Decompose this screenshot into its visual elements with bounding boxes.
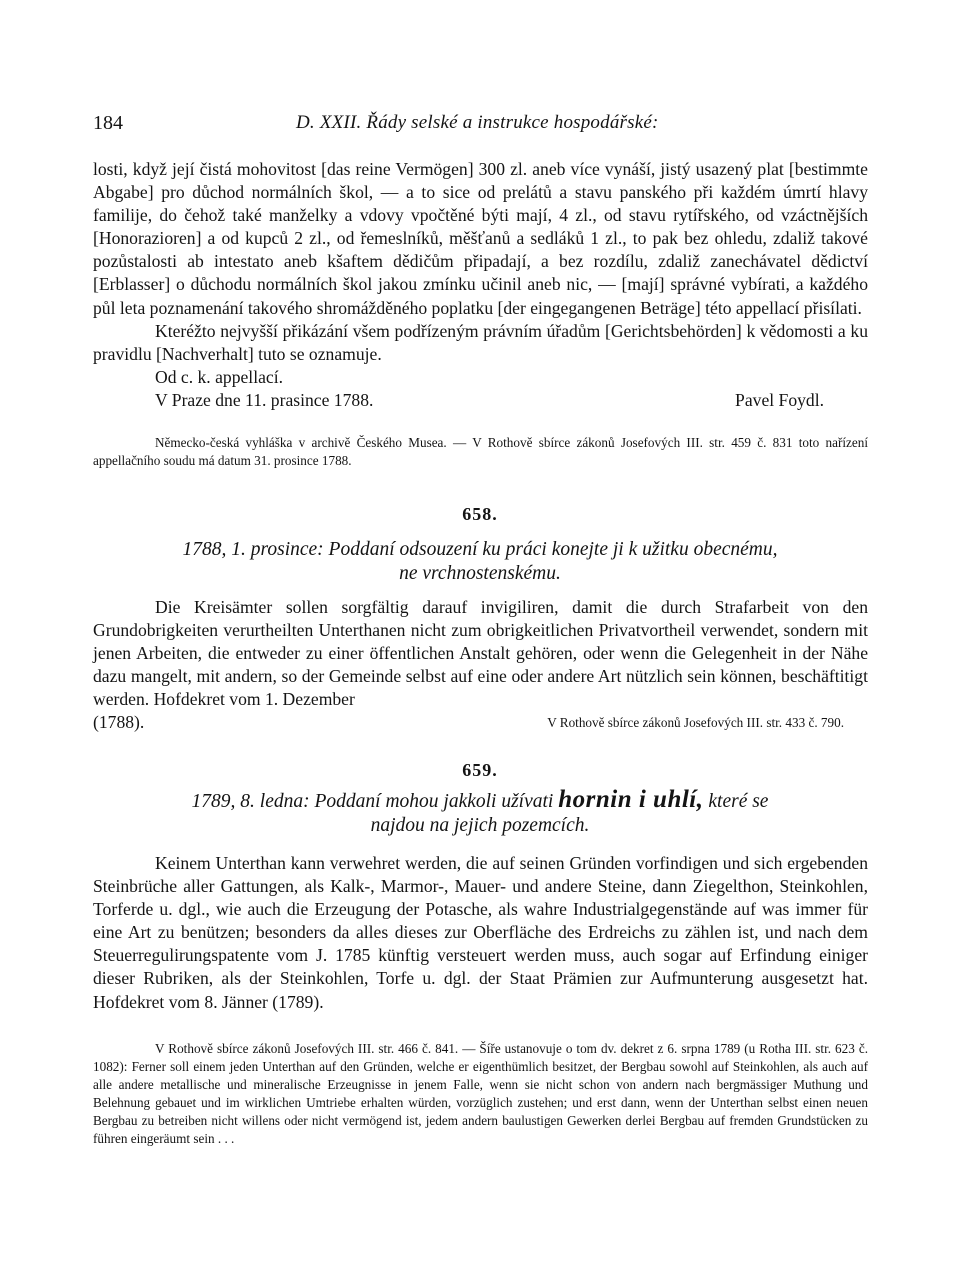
place-date-signature (93, 389, 868, 412)
section-657-tail (93, 158, 868, 412)
place-date: V Praze dne 11. prasince 1788. (155, 389, 374, 410)
footnote-659 (93, 1040, 868, 1148)
closing-line: Od c. k. appellací. (155, 366, 283, 387)
title-text: najdou na jejich pozemcích. (370, 815, 590, 836)
paragraph: Keinem Unterthan kann verwehret werden, die auf seinen Gründen vorfindigen und sich ergebenden Steinbrüche aller Gattungen, als Kalk-, Marmor-, Mauer- und andere Steine, dann Ziegelthon, Steinkohlen, Torferde u. dgl., wie auch die Erzeugung der Potasche, als wahre Industrialgegenstände auf was immer für eine Art zu benützen; besonders da alles dieses zur Oberfläche des Erdreichs zu zählen ist, und nach dem Steuerregulirungspatente vom J. 1785 künftig versteuert werden muss, auch sogar auf Erfindung einiger dieser Rubriken, als der Steinkohlen, Torfe u. dgl. der Staat Prämien zur Aufmunterung ausgesetzt hat. Hofdekret vom 8. Jänner (1789). (93, 853, 868, 1012)
paragraph-end: (1788). (93, 712, 145, 733)
paragraph: losti, když její čistá mohovitost [das reine Vermögen] 300 zl. aneb více vynáší, jistý usazený plat [bestimmte Abgabe] pro důchod normálních škol, — a to sice od prelátů a stavu panského při každém úmrtí hlavy familije, do čehož také manželky a vdovy vpočtěné býti mají, 4 zl., od stavu rytířského, od vzáctnějších [Honorazioren] a od kupců 2 zl., od řemeslníků, měšťanů a sedláků 1 zl., to pak bez ohledu, zdaliž takové pozůstalosti ab intestato aneb kšaftem dědičům připadají, a bez rozdílu, zdaliž zanechávatel dědictví [Erblasser] o důchodu normálních škol jakou zmínku učinil aneb nic, — [mají] správné vybírati, a každého půl leta poznamenání takového shromážděného poplatku [der eingegangenen Beträge] této appellací přisílati. (93, 159, 868, 318)
title-date: 1789, 8. ledna: (191, 791, 310, 812)
paragraph: Kteréžto nejvyšší přikázání všem podřízeným právním úřadům [Gerichtsbehörden] k vědomosti a ku pravidlu [Nachverhalt] tuto se oznamuje. (93, 320, 868, 364)
title-date: 1788, 1. prosince: (182, 539, 324, 560)
section-658-body (93, 596, 868, 735)
document-number: 659. (462, 760, 498, 780)
title-emphasis: hornin i uhlí, (558, 786, 704, 813)
footnote-657 (93, 434, 868, 470)
document-title (115, 538, 845, 586)
paragraph: Die Kreisämter sollen sorgfältig darauf invigiliren, damit die durch Strafarbeit von den Grundobrigkeiten verurtheilten Unterthanen nicht zum obrigkeitlichen Privatvortheil verwendet, sondern mit jenen Arbeiten, die entweder zu einer öffentlichen Anstalt gehören, oder wenn die Gelegenheit in der Nähe dazu mangelt, mit andern, so der Gemeinde selbst auf eine oder andere Art nützlich sein können, beschäftitigt werden. Hofdekret vom 1. Dezember (93, 597, 868, 710)
title-text: ne vrchnostenskému. (399, 563, 561, 584)
document-number: 658. (462, 504, 498, 524)
source-citation: V Rothově sbírce zákonů Josefových III. str. 433 č. 790. (547, 715, 844, 731)
signature: Pavel Foydl. (735, 389, 824, 410)
note-text: V Rothově sbírce zákonů Josefových III. str. 466 č. 841. — Šíře ustanovuje o tom dv. dekret z 6. srpna 1789 (u Rotha III. str. 623 č. 1082): Ferner soll einem jeden Unterthan auf den Gründen, welche er eigenthümlich besitzet, der Bergbau sowohl auf Steinkohlen, als auch auf alle andere metallische und mineralische Erzeugnisse in jenem Falle, wenn sie nicht schon von andern nach bergmässiger Muthung und Belehnung gebauet und im wirklichen Umtriebe erhalten würden, vorzüglich zustehen; und erst dann, wenn der Unterthan selbst einen neuen Bergbau zu betreiben nicht willens oder nicht vermögend ist, jedem andern baulustigen Gewerken derlei Bergbau auf fremden Grundstücken zu führen eingeräumt sein . . . (93, 1041, 868, 1146)
note-text: Německo-česká vyhláška v archivě Českého Musea. — V Rothově sbírce zákonů Josefových III. str. 459 č. 831 toto nařízení appellačního soudu má datum 31. prosince 1788. (93, 435, 868, 468)
title-text: které se (708, 791, 769, 812)
page-number: 184 (93, 112, 123, 134)
title-text: Poddaní mohou jakkoli užívati (314, 791, 554, 812)
section-659-body (93, 852, 868, 1014)
page-header (93, 112, 868, 142)
document-title (115, 788, 845, 838)
source-line (93, 711, 868, 734)
title-text: Poddaní odsouzení ku práci konejte ji k užitku obecnému, (328, 539, 778, 560)
running-head: D. XXII. Řády selské a instrukce hospodářské: (296, 112, 659, 133)
